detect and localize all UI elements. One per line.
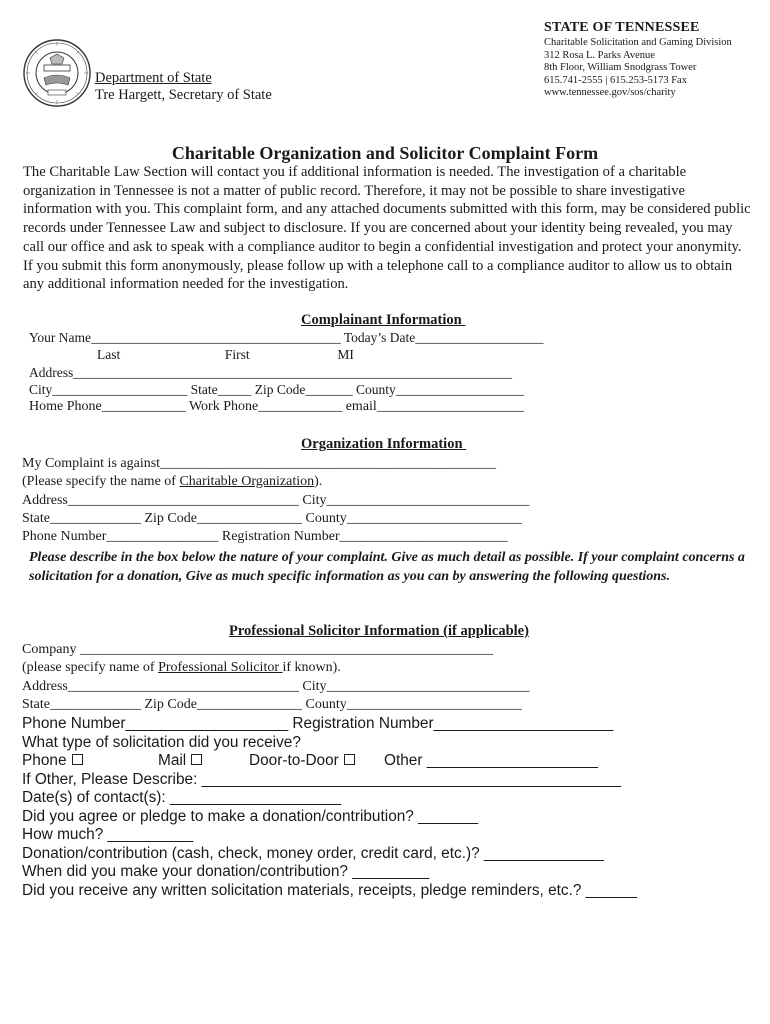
charitable-organization-link: Charitable Organization bbox=[179, 474, 315, 489]
complainant-heading: Complainant Information bbox=[301, 312, 466, 328]
solicitor-specify-note bbox=[22, 660, 341, 676]
form-title: Charitable Organization and Solicitor Complaint Form bbox=[171, 143, 599, 163]
mail-checkbox[interactable] bbox=[191, 754, 202, 765]
solicitor-phone-field[interactable]: Phone Number___________________ Registration Number_____________________ bbox=[22, 715, 614, 732]
professional-solicitor-link: Professional Solicitor bbox=[158, 660, 283, 675]
org-state-zip-field[interactable]: State_____________ Zip Code_______________ County_________________________ bbox=[22, 511, 522, 526]
website-link[interactable]: www.tennessee.gov/sos/charity bbox=[544, 87, 676, 98]
solicitor-heading: Professional Solicitor Information (if applicable) bbox=[229, 623, 529, 639]
option-door bbox=[249, 752, 355, 770]
floor-address: 8th Floor, William Snodgrass Tower bbox=[544, 62, 697, 73]
phone-checkbox[interactable] bbox=[72, 754, 83, 765]
department-name: Department of State bbox=[95, 70, 212, 86]
complainant-city-state-field[interactable]: City____________________ State_____ Zip Code_______ County___________________ bbox=[29, 382, 524, 397]
option-mail bbox=[158, 752, 202, 770]
complaint-against-field[interactable]: My Complaint is against________________________________________________ bbox=[22, 456, 497, 471]
intro-paragraph bbox=[23, 163, 753, 294]
state-seal-icon bbox=[22, 38, 92, 108]
solicitor-specify-prefix: (please specify name of bbox=[22, 660, 159, 675]
option-other-field[interactable]: Other ____________________ bbox=[384, 752, 598, 769]
phone-fax: 615.741-2555 | 615.253-5173 Fax bbox=[544, 74, 687, 86]
org-specify-suffix: ). bbox=[314, 474, 323, 489]
org-specify-prefix: (Please specify the name of bbox=[22, 474, 180, 489]
division-name: Charitable Solicitation and Gaming Division bbox=[544, 37, 732, 48]
solicitor-state-zip-field[interactable]: State_____________ Zip Code_______________ County_________________________ bbox=[22, 697, 522, 712]
org-specify-note bbox=[22, 474, 322, 490]
solicitation-type-question: What type of solicitation did you receive? bbox=[22, 734, 301, 751]
option-phone bbox=[22, 752, 83, 770]
complainant-address-field[interactable]: Address_________________________________________________________________ bbox=[29, 365, 512, 380]
contact-dates-field[interactable]: Date(s) of contact(s): ____________________ bbox=[22, 789, 342, 806]
complaint-instructions: Please describe in the box below the nature of your complaint. Give as much detail as possible. If your complaint concerns a solicitation for a donation, Give as much specific information as you can by answering the following questions. bbox=[29, 550, 745, 584]
organization-heading: Organization Information bbox=[301, 436, 467, 452]
company-field[interactable]: Company ___________________________________________________________ bbox=[22, 642, 493, 657]
your-name-field[interactable]: Your Name_____________________________________ Today’s Date___________________ bbox=[29, 330, 544, 345]
donation-date-field[interactable]: When did you make your donation/contribution? _________ bbox=[22, 863, 430, 880]
option-mail-label: Mail bbox=[158, 752, 187, 769]
door-to-door-checkbox[interactable] bbox=[344, 754, 355, 765]
solicitor-address-field[interactable]: Address_________________________________ City_____________________________ bbox=[22, 679, 530, 694]
secretary-name: Tre Hargett, Secretary of State bbox=[95, 87, 272, 103]
state-title: STATE OF TENNESSEE bbox=[544, 20, 700, 35]
donation-method-field[interactable]: Donation/contribution (cash, check, money order, credit card, etc.)? ______________ bbox=[22, 845, 604, 862]
how-much-field[interactable]: How much? __________ bbox=[22, 826, 194, 843]
street-address: 312 Rosa L. Parks Avenue bbox=[544, 49, 655, 61]
written-materials-field[interactable]: Did you receive any written solicitation materials, receipts, pledge reminders, etc.? ______ bbox=[22, 882, 638, 899]
name-parts-labels: Last First MI bbox=[97, 347, 354, 362]
complainant-phones-field[interactable]: Home Phone____________ Work Phone____________ email_____________________ bbox=[29, 399, 524, 414]
other-describe-field[interactable]: If Other, Please Describe: _________________________________________________ bbox=[22, 771, 622, 788]
solicitor-specify-suffix: if known). bbox=[282, 660, 341, 675]
option-door-label: Door-to-Door bbox=[249, 752, 339, 769]
org-address-field[interactable]: Address_________________________________ City_____________________________ bbox=[22, 493, 530, 508]
option-phone-label: Phone bbox=[22, 752, 67, 769]
pledge-question-field[interactable]: Did you agree or pledge to make a donation/contribution? _______ bbox=[22, 808, 479, 825]
intro-text: The Charitable Law Section will contact you if additional information is needed. The investigation of a charitable organization in Tennessee is not a matter of public record. Therefore, it may not be possible to share investigative information with you. This complaint form, and any attached documents submitted with this form, may be considered public records under Tennessee Law and subject to disclosure. If you are concerned about your identity being revealed, you may call our office and ask to speak with a compliance auditor to begin a confidential investigation and protect your anonymity. If you submit this form anonymously, please follow up with a telephone call to a compliance auditor to allow us to obtain any additional information needed for the investigation. bbox=[23, 164, 751, 293]
org-phone-field[interactable]: Phone Number________________ Registration Number________________________ bbox=[22, 529, 508, 544]
